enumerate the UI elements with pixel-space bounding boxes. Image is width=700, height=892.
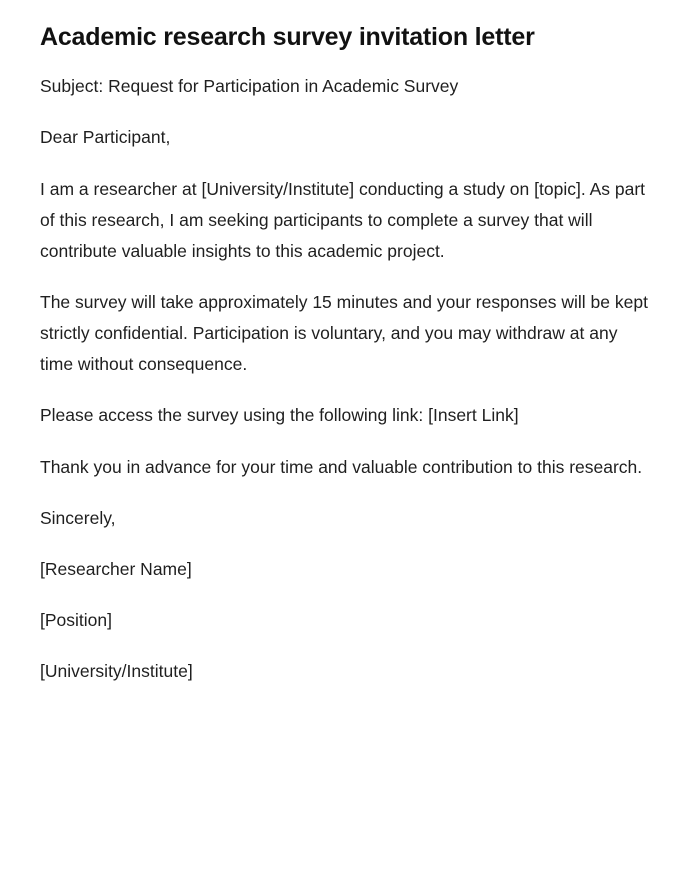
signature-position: [Position]: [40, 609, 112, 630]
paragraph-thank-you: Thank you in advance for your time and valuable contribution to this research.: [40, 456, 643, 477]
signature-institution: [University/Institute]: [40, 661, 193, 682]
paragraph-subject: Subject: Request for Participation in Academic Survey: [40, 76, 459, 97]
paragraph-survey-details: The survey will take approximately 15 minutes and your responses will be kept strictly confidential. Participation is voluntary, and you may withdraw at any time without consequence.: [40, 291, 648, 375]
paragraph-closing: Sincerely,: [40, 507, 116, 528]
paragraph-introduction: I am a researcher at [University/Institute] conducting a study on [topic]. As part of this research, I am seeking participants to complete a survey that will contribute valuable insights to this academic project.: [40, 178, 646, 261]
signature-researcher-name: [Researcher Name]: [40, 558, 192, 579]
paragraph-survey-link: Please access the survey using the following link: [Insert Link]: [40, 405, 519, 426]
page-title: Academic research survey invitation letter: [40, 23, 535, 51]
paragraph-salutation: Dear Participant,: [40, 127, 171, 148]
